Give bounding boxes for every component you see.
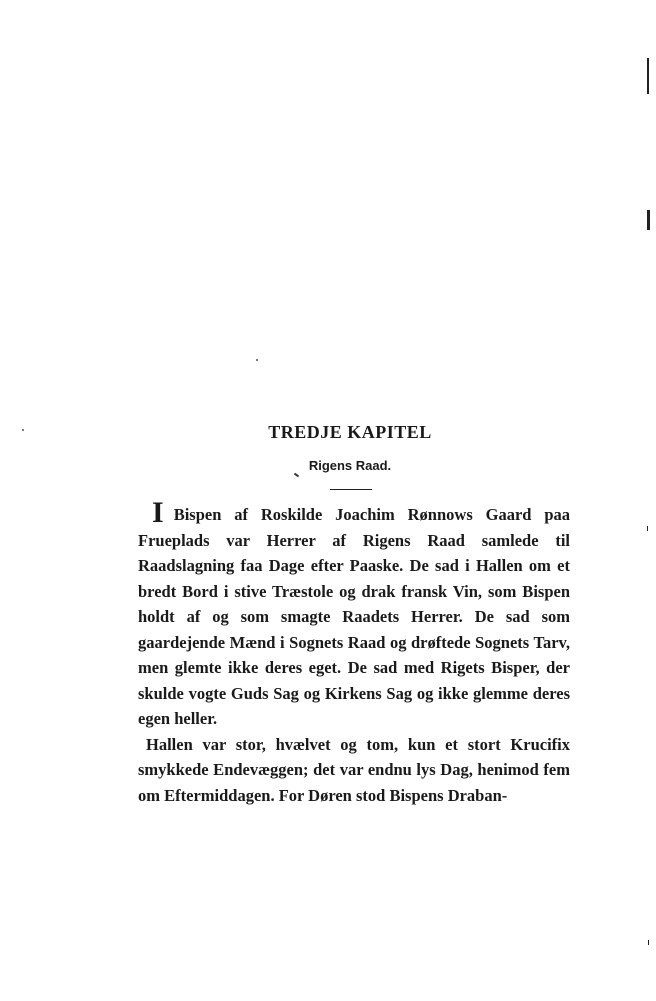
chapter-heading: TREDJE KAPITEL [268,422,432,442]
chapter-subtitle: Rigens Raad. [308,458,392,473]
print-tick-mark [294,473,299,478]
chapter-body [138,496,570,808]
paragraph-1 [138,496,570,732]
scan-edge-mark-small [647,526,648,531]
scan-edge-mark-middle [647,210,650,230]
scan-edge-mark-bottom [648,940,649,945]
paragraph-2: Hallen var stor, hvælvet og tom, kun et stort Krucifix smykkede Endevæggen; det var endnu lys Dag, henimod fem om Eftermiddagen. For Døren stod Bispens Draban- [138,734,570,805]
drop-initial: I [152,496,164,529]
paragraph-1-text: Bispen af Roskilde Joachim Rønnows Gaard paa Frueplads var Herrer af Rigens Raad samlede til Raadslagning faa Dage efter Paaske. De sad i Hallen om et bredt Bord i stive Træstole og drak fransk Vin, som Bispen holdt af og som smagte Raadets Herrer. De sad som gaardejende Mænd i Sognets Raad og drøftede Sognets Tarv, men glemte ikke deres eget. De sad med Rigets Bisper, der skulde vogte Guds Sag og Kirkens Sag og ikke glemme deres egen heller. [138,505,570,728]
section-divider-rule [330,489,372,490]
scan-edge-mark-top [647,58,649,94]
scan-speck [256,359,258,361]
